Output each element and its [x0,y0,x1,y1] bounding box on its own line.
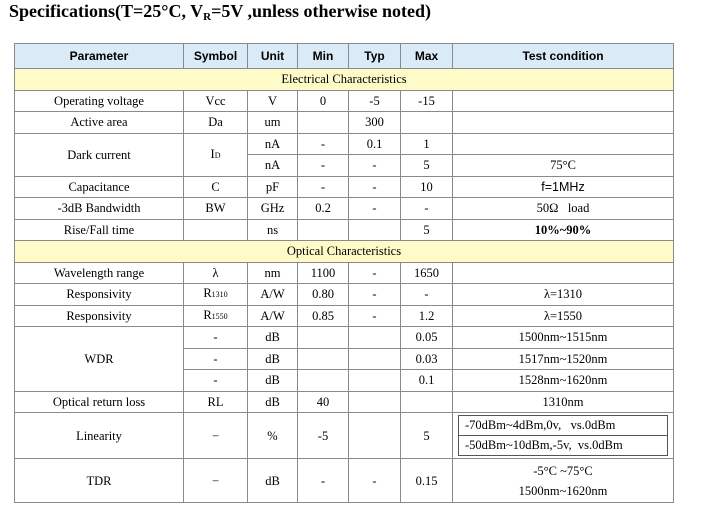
min-cell [298,112,349,134]
test-cell: 50Ω load [453,198,674,220]
min-cell: - [298,459,349,503]
test-cell: 1310nm [453,391,674,413]
page-title: Specifications(T=25°C, $V_R=5V$ ,unless otherwise noted) [9,1,432,23]
min-cell: 1100 [298,262,349,284]
linearity-condition-2: -50dBm~10dBm,-5v, vs.0dBm [459,435,667,455]
param-cell: Wavelength range [15,262,184,284]
max-cell [401,391,453,413]
symbol-cell: C [184,176,248,198]
min-cell [298,219,349,241]
header-parameter: Parameter [15,44,184,69]
unit-cell: nm [248,262,298,284]
unit-cell: nA [248,133,298,155]
header-test-condition: Test condition [453,44,674,69]
table-row [15,262,674,284]
header-typ: Typ [349,44,401,69]
max-cell [401,112,453,134]
max-cell: 5 [401,219,453,241]
typ-cell [349,348,401,370]
unit-cell: ns [248,219,298,241]
typ-cell: - [349,459,401,503]
unit-cell: nA [248,155,298,177]
typ-cell [349,219,401,241]
symbol-cell: ID [184,133,248,176]
symbol-cell: - [184,370,248,392]
unit-cell: V [248,90,298,112]
max-cell: -15 [401,90,453,112]
max-cell: 0.1 [401,370,453,392]
test-cell: λ=1310 [453,284,674,306]
min-cell: 0.2 [298,198,349,220]
typ-cell: -5 [349,90,401,112]
symbol-cell [184,219,248,241]
table-row [15,198,674,220]
min-cell [298,370,349,392]
test-cell: f=1MHz [453,176,674,198]
linearity-condition-1: -70dBm~4dBm,0v, vs.0dBm [465,418,616,432]
table-row [15,219,674,241]
table-row [15,413,674,459]
typ-cell [349,327,401,349]
test-cell: 10%~90% [453,219,674,241]
unit-cell: dB [248,370,298,392]
table-row [15,90,674,112]
max-cell: 0.03 [401,348,453,370]
test-cell [453,262,674,284]
min-cell: 0.80 [298,284,349,306]
min-cell: 0 [298,90,349,112]
symbol-cell: R1310 [184,284,248,306]
max-cell: - [401,284,453,306]
symbol-cell: λ [184,262,248,284]
unit-cell: dB [248,459,298,503]
max-cell: - [401,198,453,220]
test-cell: λ=1550 [453,305,674,327]
min-cell: -5 [298,413,349,459]
test-cell [453,413,674,459]
unit-cell: GHz [248,198,298,220]
param-cell: -3dB Bandwidth [15,198,184,220]
test-cell [453,112,674,134]
tdr-condition-2: 1500nm~1620nm [518,483,608,498]
min-cell: - [298,133,349,155]
typ-cell: - [349,305,401,327]
table-row [15,284,674,306]
max-cell: 10 [401,176,453,198]
unit-cell: um [248,112,298,134]
table-row [15,176,674,198]
header-symbol: Symbol [184,44,248,69]
typ-cell: - [349,284,401,306]
unit-cell: pF [248,176,298,198]
test-cell: 1528nm~1620nm [453,370,674,392]
tdr-condition-1: -5°C ~75°C [533,463,593,478]
symbol-cell: - [184,348,248,370]
table-row [15,305,674,327]
unit-cell: dB [248,391,298,413]
min-cell: 0.85 [298,305,349,327]
param-cell: TDR [15,459,184,503]
section-optical: Optical Characteristics [15,241,674,263]
typ-cell: 0.1 [349,133,401,155]
min-cell [298,348,349,370]
typ-cell: - [349,176,401,198]
min-cell: - [298,176,349,198]
param-cell: Linearity [15,413,184,459]
min-cell [298,327,349,349]
specifications-table [14,43,674,503]
symbol-cell: - [184,327,248,349]
typ-cell [349,413,401,459]
unit-cell: % [248,413,298,459]
header-row [15,44,674,69]
section-electrical: Electrical Characteristics [15,69,674,91]
test-cell [453,90,674,112]
param-cell: Active area [15,112,184,134]
table-row [15,327,674,349]
unit-cell: dB [248,327,298,349]
typ-cell: - [349,262,401,284]
unit-cell: A/W [248,284,298,306]
test-cell: 1500nm~1515nm [453,327,674,349]
table-row [15,133,674,155]
param-cell: WDR [15,327,184,392]
min-cell: 40 [298,391,349,413]
header-min: Min [298,44,349,69]
typ-cell [349,370,401,392]
max-cell: 1650 [401,262,453,284]
max-cell: 5 [401,413,453,459]
max-cell: 0.05 [401,327,453,349]
unit-cell: dB [248,348,298,370]
param-cell: Responsivity [15,305,184,327]
typ-cell: - [349,198,401,220]
section-row [15,241,674,263]
param-cell: Operating voltage [15,90,184,112]
param-cell: Responsivity [15,284,184,306]
test-cell: 75°C [453,155,674,177]
symbol-cell: Da [184,112,248,134]
max-cell: 5 [401,155,453,177]
symbol-cell: RL [184,391,248,413]
param-cell: Capacitance [15,176,184,198]
min-cell: - [298,155,349,177]
param-cell: Optical return loss [15,391,184,413]
unit-cell: A/W [248,305,298,327]
param-cell: Dark current [15,133,184,176]
max-cell: 1 [401,133,453,155]
table-row [15,459,674,503]
max-cell: 0.15 [401,459,453,503]
typ-cell: - [349,155,401,177]
table-row [15,391,674,413]
symbol-cell: − [184,459,248,503]
header-unit: Unit [248,44,298,69]
test-cell [453,459,674,503]
symbol-cell: − [184,413,248,459]
table-row [15,112,674,134]
test-cell: 1517nm~1520nm [453,348,674,370]
symbol-cell: Vcc [184,90,248,112]
typ-cell [349,391,401,413]
linearity-conditions-box [458,415,668,456]
max-cell: 1.2 [401,305,453,327]
param-cell: Rise/Fall time [15,219,184,241]
typ-cell: 300 [349,112,401,134]
symbol-cell: R1550 [184,305,248,327]
symbol-cell: BW [184,198,248,220]
test-cell [453,133,674,155]
header-max: Max [401,44,453,69]
section-row [15,69,674,91]
